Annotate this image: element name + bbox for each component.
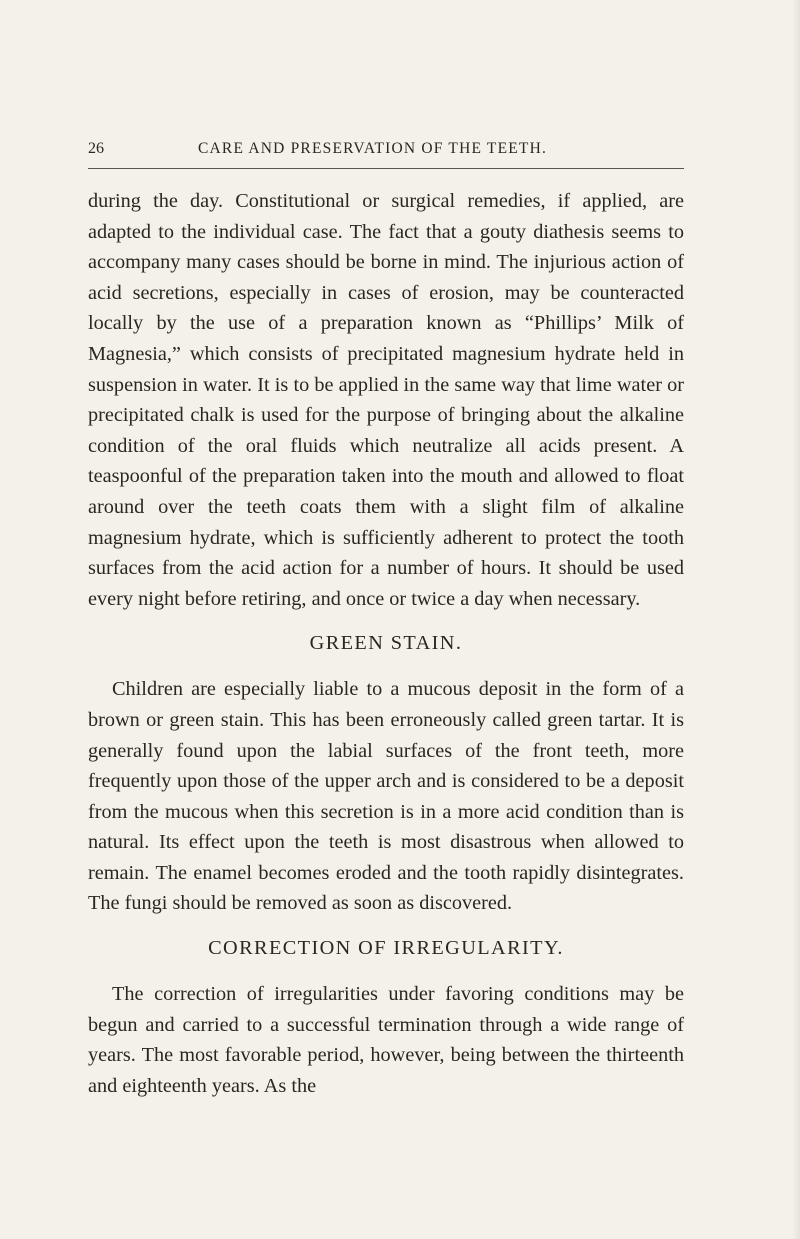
- paragraph-continuation: during the day. Constitutional or surgical remedies, if applied, are adapted to the individual case. The fact that a gouty diathesis seems to accompany many cases should be borne in mind. The injurious action of acid secretions, especially in cases of erosion, may be counteracted locally by the use of a preparation known as “Phillips’ Milk of Magnesia,” which consists of precipitated magnesium hydrate held in suspension in water. It is to be applied in the same way that lime water or precipitated chalk is used for the purpose of bringing about the alkaline condition of the oral fluids which neutralize all acids present. A teaspoonful of the preparation taken into the mouth and allowed to float around over the teeth coats them with a slight film of alkaline magnesium hydrate, which is sufficiently adherent to protect the tooth surfaces from the acid action for a number of hours. It should be used every night before retiring, and once or twice a day when necessary.: [88, 190, 684, 610]
- paragraph-green-stain: Children are especially liable to a mucous deposit in the form of a brown or green stain. This has been erroneously called green tartar. It is generally found upon the labial surfaces of the front teeth, more frequently upon those of the upper arch and is considered to be a deposit from the mucous when this secretion is in a more acid condition than is natural. Its effect upon the teeth is most disastrous when allowed to remain. The enamel becomes eroded and the tooth rapidly disintegrates. The fungi should be removed as soon as discovered.: [88, 678, 684, 915]
- running-title: CARE AND PRESERVATION OF THE TEETH.: [198, 140, 548, 157]
- body-text: [88, 186, 684, 1101]
- page-edge-shadow: [792, 0, 800, 1239]
- header-rule: [88, 168, 684, 169]
- paragraph-correction: The correction of irregularities under favoring conditions may be begun and carried to a successful termination through a wide range of years. The most favorable period, however, being between the thirteenth and eighteenth years. As the: [88, 983, 684, 1097]
- page-number: 26: [88, 140, 104, 157]
- page-header: [88, 140, 684, 162]
- heading-green-stain: GREEN STAIN.: [309, 632, 463, 655]
- heading-correction-of-irregularity: CORRECTION OF IRREGULARITY.: [208, 937, 564, 960]
